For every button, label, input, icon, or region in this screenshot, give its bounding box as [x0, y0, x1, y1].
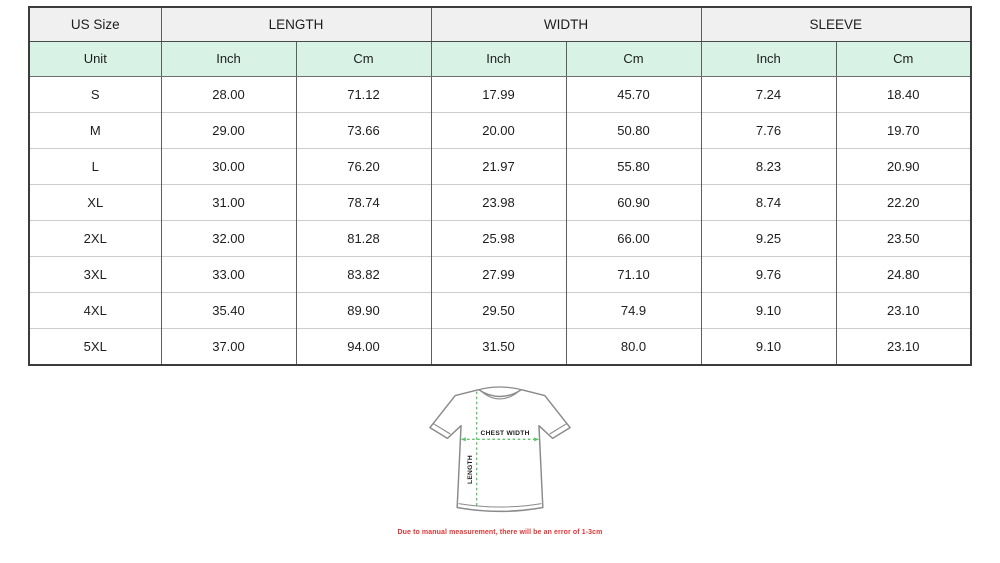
cell-sleeve-cm: 18.40 [836, 77, 971, 113]
cell-sleeve-cm: 23.50 [836, 221, 971, 257]
unit-sleeve-inch: Inch [701, 42, 836, 77]
cell-width-cm: 66.00 [566, 221, 701, 257]
cell-sleeve-inch: 7.24 [701, 77, 836, 113]
cell-width-cm: 50.80 [566, 113, 701, 149]
cell-length-inch: 33.00 [161, 257, 296, 293]
cell-length-inch: 37.00 [161, 329, 296, 366]
tshirt-body-outline [430, 390, 570, 512]
cell-length-cm: 76.20 [296, 149, 431, 185]
cell-length-inch: 29.00 [161, 113, 296, 149]
cell-sleeve-cm: 19.70 [836, 113, 971, 149]
cell-length-cm: 89.90 [296, 293, 431, 329]
table-row-5xl [29, 329, 971, 366]
cell-width-cm: 60.90 [566, 185, 701, 221]
chest-width-label: CHEST WIDTH [480, 429, 530, 437]
cell-sleeve-cm: 20.90 [836, 149, 971, 185]
size-label: M [29, 113, 161, 149]
cell-sleeve-inch: 9.25 [701, 221, 836, 257]
unit-length-inch: Inch [161, 42, 296, 77]
table-row-s [29, 77, 971, 113]
cell-width-inch: 21.97 [431, 149, 566, 185]
cell-length-cm: 83.82 [296, 257, 431, 293]
cell-width-inch: 27.99 [431, 257, 566, 293]
cell-sleeve-inch: 8.74 [701, 185, 836, 221]
unit-width-cm: Cm [566, 42, 701, 77]
cell-length-cm: 94.00 [296, 329, 431, 366]
unit-label: Unit [29, 42, 161, 77]
cell-width-cm: 80.0 [566, 329, 701, 366]
cell-width-inch: 31.50 [431, 329, 566, 366]
table-row-3xl [29, 257, 971, 293]
length-label: LENGTH [466, 455, 474, 484]
cell-length-cm: 73.66 [296, 113, 431, 149]
cell-sleeve-cm: 23.10 [836, 329, 971, 366]
cell-sleeve-inch: 9.10 [701, 293, 836, 329]
table-header-row [29, 7, 971, 42]
cell-width-inch: 17.99 [431, 77, 566, 113]
cell-sleeve-cm: 22.20 [836, 185, 971, 221]
table-row-2xl [29, 221, 971, 257]
size-chart-table-container [28, 6, 972, 366]
cell-length-inch: 35.40 [161, 293, 296, 329]
cell-width-inch: 25.98 [431, 221, 566, 257]
table-row-xl [29, 185, 971, 221]
header-length: LENGTH [161, 7, 431, 42]
cell-length-cm: 71.12 [296, 77, 431, 113]
table-row-l [29, 149, 971, 185]
size-label: 4XL [29, 293, 161, 329]
table-row-4xl [29, 293, 971, 329]
tshirt-measurement-diagram [0, 378, 1000, 536]
unit-sleeve-cm: Cm [836, 42, 971, 77]
cell-width-inch: 29.50 [431, 293, 566, 329]
cell-length-cm: 78.74 [296, 185, 431, 221]
cell-width-cm: 55.80 [566, 149, 701, 185]
measurement-note: Due to manual measurement, there will be an error of 1-3cm [397, 529, 603, 536]
cell-length-inch: 30.00 [161, 149, 296, 185]
size-label: 3XL [29, 257, 161, 293]
size-label: XL [29, 185, 161, 221]
header-sleeve: SLEEVE [701, 7, 971, 42]
cell-sleeve-inch: 9.10 [701, 329, 836, 366]
unit-width-inch: Inch [431, 42, 566, 77]
cell-length-cm: 81.28 [296, 221, 431, 257]
unit-length-cm: Cm [296, 42, 431, 77]
header-width: WIDTH [431, 7, 701, 42]
cell-width-inch: 20.00 [431, 113, 566, 149]
size-label: S [29, 77, 161, 113]
cell-sleeve-inch: 7.76 [701, 113, 836, 149]
size-label: L [29, 149, 161, 185]
cell-sleeve-inch: 9.76 [701, 257, 836, 293]
cell-width-cm: 74.9 [566, 293, 701, 329]
cell-width-cm: 45.70 [566, 77, 701, 113]
header-us-size: US Size [29, 7, 161, 42]
tshirt-outline-icon [424, 378, 576, 526]
size-label: 5XL [29, 329, 161, 366]
cell-length-inch: 28.00 [161, 77, 296, 113]
table-unit-row [29, 42, 971, 77]
size-label: 2XL [29, 221, 161, 257]
cell-length-inch: 31.00 [161, 185, 296, 221]
cell-sleeve-cm: 23.10 [836, 293, 971, 329]
cell-width-cm: 71.10 [566, 257, 701, 293]
cell-width-inch: 23.98 [431, 185, 566, 221]
table-row-m [29, 113, 971, 149]
size-chart-table [28, 6, 972, 366]
cell-sleeve-inch: 8.23 [701, 149, 836, 185]
cell-sleeve-cm: 24.80 [836, 257, 971, 293]
cell-length-inch: 32.00 [161, 221, 296, 257]
